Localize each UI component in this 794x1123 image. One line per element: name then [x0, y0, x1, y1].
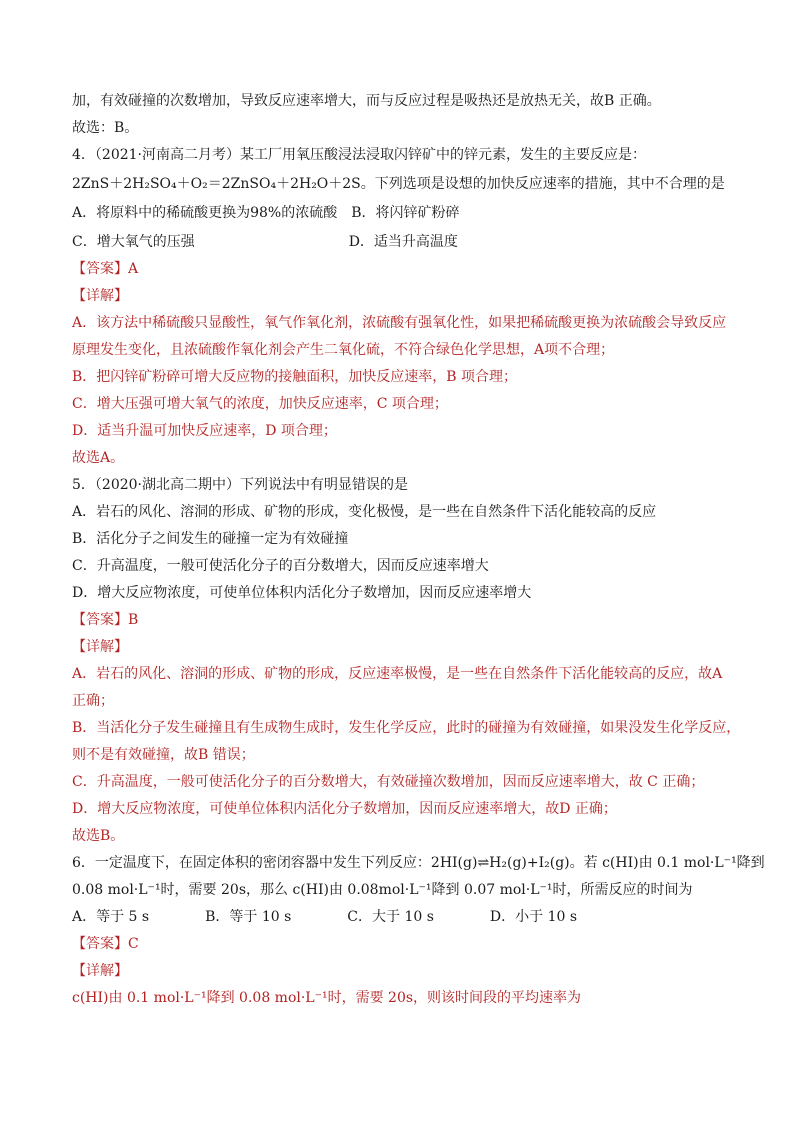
text-line: B．把闪锌矿粉碎可增大反应物的接触面积，加快反应速率，B 项合理； — [72, 369, 518, 385]
text-line: C．增大氧气的压强 D．适当升高温度 — [72, 234, 458, 250]
text-line: 故选A。 — [72, 450, 125, 466]
text-line: 4．（2021·河南高二月考）某工厂用氧压酸浸法浸取闪锌矿中的锌元素，发生的主要反应是： — [72, 147, 646, 163]
text-line: 5．（2020·湖北高二期中）下列说法中有明显错误的是 — [72, 477, 408, 493]
text-line: C．升高温度，一般可使活化分子的百分数增大，因而反应速率增大 — [72, 558, 489, 574]
text-line: D．增大反应物浓度，可使单位体积内活化分子数增加，因而反应速率增大，故D 正确； — [72, 801, 617, 817]
text-line: C．升高温度，一般可使活化分子的百分数增大，有效碰撞次数增加，因而反应速率增大，故 C 正确； — [72, 774, 705, 790]
text-line: 【详解】 — [72, 288, 128, 304]
text-line: B．当活化分子发生碰撞且有生成物生成时，发生化学反应，此时的碰撞为有效碰撞，如果没发生化学反应， — [72, 720, 741, 736]
text-line: 0.08 mol·L⁻¹时，需要 20s，那么 c(HI)由 0.08mol·L⁻¹降到 0.07 mol·L⁻¹时，所需反应的时间为 — [72, 882, 693, 898]
text-line: 正确； — [72, 693, 114, 709]
text-line: c(HI)由 0.1 mol·L⁻¹降到 0.08 mol·L⁻¹时，需要 20s，则该时间段的平均速率为 — [72, 990, 582, 1006]
text-line: A．等于 5 s B．等于 10 s C．大于 10 s D．小于 10 s — [72, 909, 578, 925]
text-line: 加，有效碰撞的次数增加，导致反应速率增大，而与反应过程是吸热还是放热无关，故B 正确。 — [72, 93, 661, 109]
text-line: A．岩石的风化、溶洞的形成、矿物的形成，反应速率极慢，是一些在自然条件下活化能较高的反应，故A — [72, 666, 723, 682]
text-line: 【答案】B — [72, 612, 139, 628]
text-line: D．增大反应物浓度，可使单位体积内活化分子数增加，因而反应速率增大 — [72, 585, 532, 601]
text-line: A．将原料中的稀硫酸更换为98%的浓硫酸 B．将闪锌矿粉碎 — [72, 205, 460, 221]
text-line: 【答案】C — [72, 936, 139, 952]
text-line: 则不是有效碰撞，故B 错误； — [72, 747, 255, 763]
text-line: 【答案】A — [72, 261, 139, 277]
text-line: A．岩石的风化、溶洞的形成、矿物的形成，变化极慢，是一些在自然条件下活化能较高的反应 — [72, 504, 657, 520]
text-line: 原理发生变化，且浓硫酸作氧化剂会产生二氧化硫，不符合绿色化学思想，A项不合理； — [72, 342, 615, 358]
text-line: 故选：B。 — [72, 120, 139, 136]
text-line: B．活化分子之间发生的碰撞一定为有效碰撞 — [72, 531, 349, 547]
text-line: 2ZnS＋2H₂SO₄＋O₂＝2ZnSO₄＋2H₂O＋2S。下列选项是设想的加快反应速率的措施，其中不合理的是 — [72, 176, 725, 192]
text-line: 【详解】 — [72, 639, 128, 655]
text-line: 故选B。 — [72, 828, 125, 844]
text-line: A．该方法中稀硫酸只显酸性，氧气作氧化剂，浓硫酸有强氧化性，如果把稀硫酸更换为浓硫酸会导致反应 — [72, 315, 727, 331]
text-line: D．适当升温可加快反应速率，D 项合理； — [72, 423, 337, 439]
text-line: 6．一定温度下，在固定体积的密闭容器中发生下列反应：2HI(g)⇌H₂(g)+I₂(g)。若 c(HI)由 0.1 mol·L⁻¹降到 — [72, 855, 765, 871]
text-line: C．增大压强可增大氧气的浓度，加快反应速率，C 项合理； — [72, 396, 448, 412]
text-line: 【详解】 — [72, 963, 128, 979]
